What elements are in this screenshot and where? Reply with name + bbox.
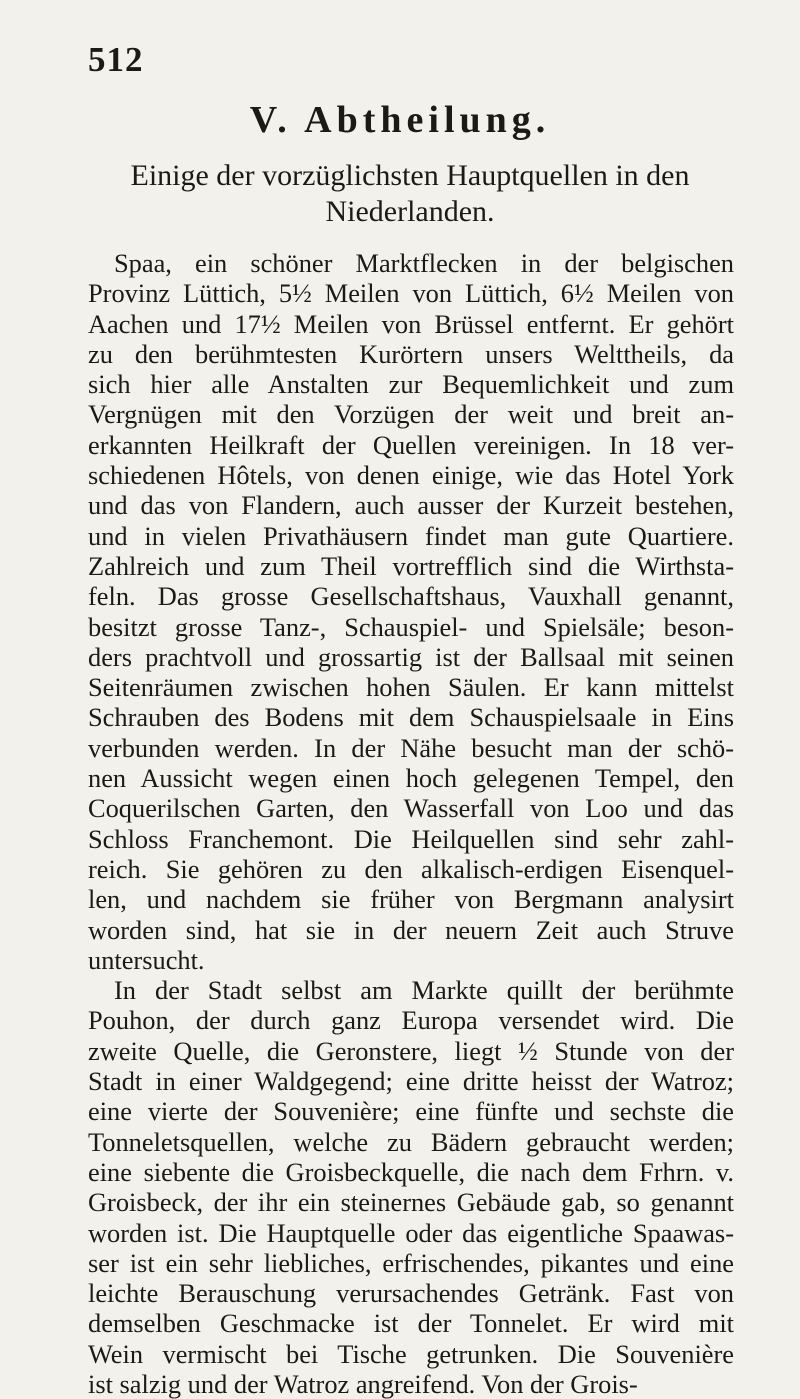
- text-line: sich hier alle Anstalten zur Bequemlichkeit und zum: [88, 369, 734, 400]
- text-line: Tonneletsquellen, welche zu Bädern gebraucht werden;: [88, 1126, 734, 1157]
- text-line: untersucht.: [88, 944, 205, 975]
- text-line: ser ist ein sehr liebliches, erfrischendes, pikantes und eine: [88, 1247, 734, 1278]
- text-line: Pouhon, der durch ganz Europa versendet wird. Die: [88, 1005, 734, 1036]
- text-line: erkannten Heilkraft der Quellen vereinigen. In 18 ver-: [88, 429, 734, 460]
- page-number: 512: [88, 40, 144, 79]
- paragraph: [88, 248, 734, 975]
- text-line: eine vierte der Souvenière; eine fünfte und sechste die: [88, 1096, 734, 1127]
- text-line: Schrauben des Bodens mit dem Schauspielsaale in Eins: [88, 702, 734, 733]
- text-line: In der Stadt selbst am Markte quillt der berühmte: [114, 975, 734, 1006]
- text-line: feln. Das grosse Gesellschaftshaus, Vauxhall genannt,: [88, 581, 734, 612]
- text-line: nen Aussicht wegen einen hoch gelegenen Tempel, den: [88, 763, 734, 794]
- text-line: und in vielen Privathäusern findet man gute Quartiere.: [88, 520, 734, 551]
- text-line: Groisbeck, der ihr ein steinernes Gebäude gab, so genannt: [88, 1187, 734, 1218]
- text-line: Seitenräumen zwischen hohen Säulen. Er kann mittelst: [88, 672, 734, 703]
- text-line: zu den berühmtesten Kurörtern unsers Welttheils, da: [88, 338, 734, 369]
- text-line: Provinz Lüttich, 5½ Meilen von Lüttich, 6½ Meilen von: [88, 278, 734, 309]
- chapter-title: [90, 158, 730, 230]
- text-line: besitzt grosse Tanz-, Schauspiel- und Spielsäle; beson-: [88, 611, 734, 642]
- chapter-title-line-2: Niederlanden.: [325, 195, 495, 228]
- text-line: eine siebente die Groisbeckquelle, die nach dem Frhrn. v.: [88, 1156, 734, 1187]
- text-line: Schloss Franchemont. Die Heilquellen sind sehr zahl-: [88, 823, 734, 854]
- text-line: worden sind, hat sie in der neuern Zeit auch Struve: [88, 914, 734, 945]
- text-line: Stadt in einer Waldgegend; eine dritte heisst der Watroz;: [88, 1066, 734, 1097]
- text-line: zweite Quelle, die Geronstere, liegt ½ Stunde von der: [88, 1035, 734, 1066]
- text-line: Aachen und 17½ Meilen von Brüssel entfernt. Er gehört: [88, 308, 734, 339]
- chapter-title-line-1: Einige der vorzüglichsten Hauptquellen in den: [130, 159, 690, 192]
- text-line: worden ist. Die Hauptquelle oder das eigentliche Spaawas-: [88, 1217, 734, 1248]
- paragraph: [88, 975, 734, 1399]
- text-line: und das von Flandern, auch ausser der Kurzeit bestehen,: [88, 490, 734, 521]
- section-heading: V. Abtheilung.: [249, 99, 551, 141]
- text-line: verbunden werden. In der Nähe besucht man der schö-: [88, 732, 734, 763]
- text-line: Wein vermischt bei Tische getrunken. Die Souvenière: [88, 1338, 734, 1369]
- text-line: schiedenen Hôtels, von denen einige, wie das Hotel York: [88, 460, 734, 491]
- text-line: Zahlreich und zum Theil vortrefflich sind die Wirthsta-: [88, 550, 734, 581]
- text-line: demselben Geschmacke ist der Tonnelet. Er wird mit: [88, 1308, 734, 1339]
- body-text: [88, 248, 734, 1399]
- text-line: len, und nachdem sie früher von Bergmann analysirt: [88, 884, 734, 915]
- text-line: ders prachtvoll und grossartig ist der Ballsaal mit seinen: [88, 641, 734, 672]
- text-line: ist salzig und der Watroz angreifend. Von der Grois-: [88, 1368, 638, 1399]
- text-line: leichte Berauschung verursachendes Getränk. Fast von: [88, 1278, 734, 1309]
- text-line: Coquerilschen Garten, den Wasserfall von Loo und das: [88, 793, 734, 824]
- text-line: Vergnügen mit den Vorzügen der weit und breit an-: [88, 399, 734, 430]
- text-line: Spaa, ein schöner Marktflecken in der belgischen: [114, 248, 734, 278]
- text-line: reich. Sie gehören zu den alkalisch-erdigen Eisenquel-: [88, 853, 734, 884]
